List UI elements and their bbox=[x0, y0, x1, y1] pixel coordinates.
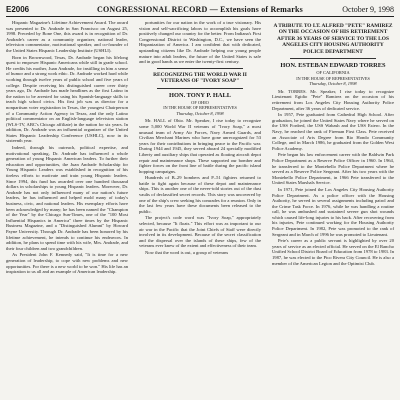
tribute-title: A TRIBUTE TO LT. ALFRED "PETE" RAMIREZ ON THE OCCASION OF HIS RETIREMENT AFTER 36 YEARS OF SERVICE TO THE LOS ANGELES CITY HOUSING AUTHORITY POLICE DEPARTMENT bbox=[273, 23, 393, 55]
paragraph: Pete's career as a public servant is highlighted by over 20 years of service as an elected official. He served on the El Rancho Unified School District Board of Education from 1978 to 1983. In 1987, he was elected to the Pico Rivera City Council. He is also a member of the American Legion and the Optimist Club. bbox=[272, 238, 394, 266]
paragraph: Hundreds of B–29 bombers and P–51 fighters returned to battle to fight again because of these depot and maintenance ships. This is another one of the never-told stories out of the dust vaults of declassified secret records. This story was uncovered by one of the ship's crew seeking his comrades for a reunion. Only in the last few years have these documents been released to the public. bbox=[139, 175, 261, 214]
section-title: RECOGNIZING THE WORLD WAR II VETERANS OF "IVORY SOAP" bbox=[153, 71, 247, 85]
divider bbox=[157, 88, 243, 89]
column-2 bbox=[139, 20, 261, 257]
remarks-date: Thursday, October 8, 1998 bbox=[176, 110, 224, 116]
column-3 bbox=[272, 20, 394, 267]
paragraph: Born in Brownwood, Texas, Dr. Andrade began his lifelong quest to empower Hispanic Americans while still in grade school. He credits his mother, Juan Andrade, for instilling in him a sense of humor and a strong work ethic. Dr. Andrade worked hard while working through twelve years of public school and five years of college. Despite receiving his distinguished career over thirty years ago, Dr. Andrade has made headlines as the first Latino in the nation to be arrested for using his Spanish-language skills to teach high school civics. His first job was as director for a nonpartisan voter registration in Texas, the youngest Chairperson of a Community Action Agency in Texas, and the only Latino political commentator on an English-language television station (WLS-TV, ABC's Chicago affiliate) in the nation for six years. In addition, Dr. Andrade was an influential organizer of the United States Hispanic Leadership Conference (USHLC), now in its sixteenth year. bbox=[6, 54, 128, 144]
speaker-name: HON. ESTEBAN EDWARD TORRES bbox=[280, 62, 386, 70]
speaker-name: HON. TONY P. HALL bbox=[169, 91, 231, 99]
chamber-label: IN THE HOUSE OF REPRESENTATIVES bbox=[296, 75, 370, 81]
paragraph: Hispanic Magazine's Lifetime Achievement Award. The award was presented to Dr. Andrade in San Francisco on August 25, 1998. Preceded by Bone One, this award is in recognition of Dr. Andrade's career as a community organizer, national leader, television commentator, motivational speaker, and co-founder of the United States Hispanic Leadership Institute (USHLI). bbox=[6, 20, 128, 53]
publication-title: CONGRESSIONAL RECORD — Extensions of Remarks bbox=[97, 5, 303, 14]
paragraph: portunities for our nation in the work of a true visionary. His vision and self-sacrificing labors to accomplish his goals have positively changed our country for the better. From Indiana's First Congressional District to Washington, D.C., we have seen the Hispanization of America. I am confident that with dedicated, upstanding citizens like Dr. Andrade helping our young people mature into adult leaders, the future of the United States is safe and in good hands as we enter the twenty-first century. bbox=[139, 20, 261, 65]
divider bbox=[290, 58, 376, 59]
paragraph: The project's code word was "Ivory Soap," appropriately selected, because "It floats." This effort was as important to our air war in the Pacific that the Joint Chiefs of Staff were directly involved in its development. Because of the secret classification and the dispersal over the islands of these ships, few of the veterans ever knew of the extent and effectiveness of their team. bbox=[139, 215, 261, 249]
paragraph: Mr. HALL of Ohio. Mr. Speaker, I rise today to recognize some 5,000 World War II veterans of "Ivory Soap," a most unusual team of Army Air Forces, Navy Armed Guards, and Civilian Merchant Marines who have gone unrecognized for 53 years for their contributions in bringing peace to the Pacific war. During 1944 and 1945, they served aboard 24 specially modified Liberty and auxiliary ships that operated as floating aircraft depot repair and maintenance shops. These supported our bomber and fighter forces on the front line of battle during the pacific island hopping campaigns. bbox=[139, 118, 261, 174]
remarks-date: Thursday, October 8, 1998 bbox=[309, 81, 357, 87]
paragraph: Pete began his law enforcement career with the Baldwin Park Police Department as a Reserve Police Officer in 1960. In 1964, he transferred to the Montebello Police Department where he served as a Reserve Police Sergeant. After his two years with the Montebello Police Department, in 1966 Pete transferred to the United States Marshals Service. bbox=[272, 152, 394, 186]
paragraph: In 1971, Pete joined the Los Angeles City Housing Authority Police Department. As a police officer with the Housing Authority, he served in several assignments including patrol and the Crime Task Force. In 1976, while he was handling a routine call, he was ambushed and sustained severe gun shot wounds which caused life-long injuries to his back. After recovering from his injuries, Pete continued working for the Housing Authority Police Department. In 1982, Pete was promoted to the rank of Sergeant and in March of 1996 he was promoted to Lieutenant. bbox=[272, 186, 394, 237]
page-header bbox=[6, 4, 394, 17]
speaker-state: OF CALIFORNIA bbox=[316, 70, 350, 76]
paragraph: Indeed, through his outreach, political expertise, and motivational speaking, Dr. Andrade has influenced a whole generation of young Hispanic American leaders. To further their education and opportunities, the Juan Andrade Scholarship for Young Hispanic Leaders was established in recognition of his tireless efforts to motivate and train young Hispanic leaders. Since 1994, this fund has awarded over one hundred thousand dollars in scholarships to young Hispanic leaders. Moreover, Dr. Andrade has not only influenced many of our nation's future leaders, he has influenced and helped mold many of today's business, civic, and national leaders. His exemplary efforts have been acknowledged by many; he has been named the "Champion of the Year" by the Chicago Sun-Times, one of the "100 Most Influential Hispanics in America" three times by the Hispanic Business Magazine, and a "Distinguished Alumni" by Howard Payne University. Through Dr. Andrade has been honored by his lifetime achievement, he intends to continue his endeavors. In addition, he plans to spend time with his wife, Mrs. Andrade, and their four children and two grandchildren. bbox=[6, 145, 128, 251]
divider bbox=[157, 68, 243, 69]
speaker-state: OF OHIO bbox=[191, 99, 209, 105]
page-number: E2006 bbox=[6, 5, 30, 14]
paragraph: In 1957, Pete graduated from Cathedral High School. After graduation, he joined the United States Navy where he served on the USS Fordred, the USS Wabash and the USS Estero. In the Navy, he reached the rank of Fireman First Class. Pete received an Associate of Arts Degree from Rio Hondo Community College, and in March 1986, he graduated from the Golden West Police Academy. bbox=[272, 112, 394, 151]
issue-date: October 9, 1998 bbox=[342, 5, 394, 14]
chamber-label: IN THE HOUSE OF REPRESENTATIVES bbox=[163, 105, 237, 111]
paragraph: Now that the word is out, a group of veterans bbox=[145, 250, 229, 255]
paragraph: As President John F. Kennedy said, "It is time for a new generation of leadership, to cope with new problems and new opportunities. For there is a new world to be won." His life has an inspiration to us all and an example of American leadership. bbox=[6, 252, 128, 275]
column-1 bbox=[6, 20, 128, 276]
paragraph: Mr. TORRES. Mr. Speaker, I rise today to recognize Lieutenant Egidio "Pete" Ramirez on the occasion of his retirement from Los Angeles City Housing Authority Police Department, after 36 years of dedicated service. bbox=[272, 88, 394, 111]
